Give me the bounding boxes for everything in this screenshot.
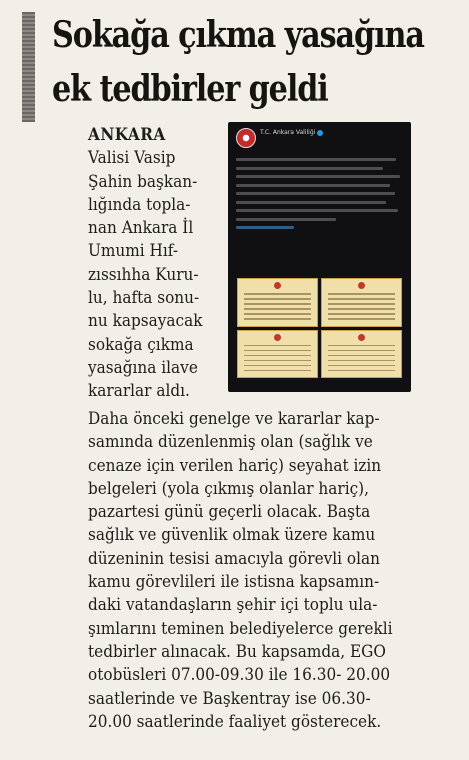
headline [52,8,424,116]
document-image [321,330,402,379]
headline-line-1: Sokağa çıkma yasağına [52,14,424,56]
seal-icon [358,334,365,341]
tweet-account-name [260,129,323,136]
body-line: kararlar aldı. [88,381,190,402]
body-line: sağlık ve güvenlik olmak üzere kamu [88,525,376,546]
body-line: cenaze için verilen hariç) seyahat izin [88,455,382,476]
body-line: nan Ankara İl [88,218,194,239]
headline-line-2: ek tedbirler geldi [52,68,328,110]
verified-badge-icon [317,130,323,136]
seal-icon [274,282,281,289]
body-line: Şahin başkan- [88,171,198,192]
tweet-header [236,128,405,148]
seal-icon [358,282,365,289]
seal-icon [274,334,281,341]
body-line: daki vatandaşların şehir içi toplu ula- [88,595,378,616]
body-line: nu kapsayacak [88,311,203,332]
full-width-body [88,408,393,734]
body-line: düzeninin tesisi amacıyla görevli olan [88,548,381,569]
body-line: Valisi Vasip [88,148,176,169]
tweet-text-blur [236,158,403,235]
tweet-attachments [237,278,402,378]
document-image [237,330,318,379]
body-line: saatlerinde ve Başkentray ise 06.30- [88,688,371,709]
document-image [321,278,402,327]
body-line: şımlarını teminen belediyelerce gerekli [88,618,393,639]
body-line: pazartesi günü geçerli olacak. Başta [88,502,371,523]
tweet-account-label: T.C. Ankara Valiliği [260,129,316,136]
body-line: samında düzenlenmiş olan (sağlık ve [88,432,373,453]
body-line: otobüsleri 07.00-09.30 ile 16.30- 20.00 [88,665,391,686]
dateline: ANKARA [88,125,166,145]
body-line: yasağına ilave [88,357,198,378]
body-line: sokağa çıkma [88,334,194,355]
government-seal-icon [236,128,256,148]
body-line: tedbirler alınacak. Bu kapsamda, EGO [88,641,386,662]
document-image [237,278,318,327]
body-line: Daha önceki genelge ve kararlar kap- [88,409,380,429]
body-line: Umumi Hıf- [88,241,179,262]
body-line: lu, hafta sonu- [88,288,200,309]
body-line: zıssıhha Kuru- [88,264,199,285]
tweet-screenshot [228,122,411,392]
headline-accent-bar [22,12,35,122]
body-line: lığında topla- [88,194,191,215]
body-line: 20.00 saatlerinde faaliyet gösterecek. [88,711,382,732]
left-column [88,124,202,404]
body-line: kamu görevlileri ile istisna kapsamın- [88,572,380,593]
body-line: belgeleri (yola çıkmış olanlar hariç), [88,478,370,499]
